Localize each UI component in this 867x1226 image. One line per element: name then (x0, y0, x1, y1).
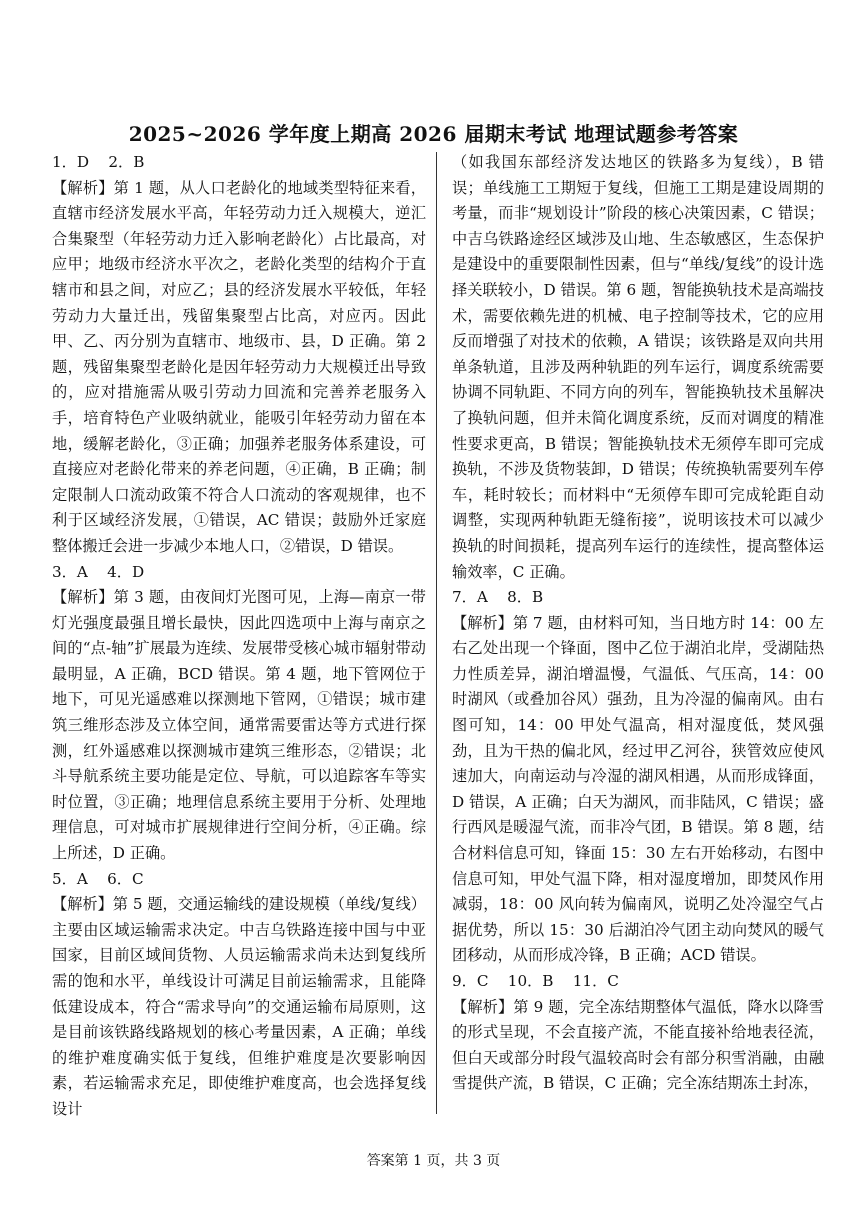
left-column (52, 150, 426, 1123)
column-divider (436, 152, 437, 1114)
explanation-paragraph: 【解析】第 3 题，由夜间灯光图可见，上海—南京一带灯光强度最强且增长最快，因此四选项中上海与南京之间的“点-轴”扩展最为连续、发展带受核心城市辐射带动最明显，A 正确，BCD 错误。第 4 题，地下管网位于地下，可见光遥感难以探测地下管网，①错误；城市建筑三维形态涉及立体空间，通常需要雷达等方式进行探测，红外遥感难以探测城市建筑三维形态，②错误；北斗导航系统主要功能是定位、导航，可以追踪客车等实时位置，③正确；地理信息系统主要用于分析、处理地理信息，可对城市扩展规律进行空间分析，④正确。综上所述，D 正确。 (52, 588, 426, 863)
answer-line: 9．C 10．B 11．C (452, 972, 619, 990)
explanation-paragraph: 【解析】第 5 题，交通运输线的建设规模（单线/复线）主要由区域运输需求决定。中吉乌铁路连接中国与中亚国家，目前区域间货物、人员运输需求尚未达到复线所需的饱和水平，单线设计可满足目前运输需求，且能降低建设成本，符合“需求导向”的交通运输布局原则，这是目前该铁路线路规划的核心考量因素，A 正确；单线的维护难度确实低于复线，但维护难度是次要影响因素，若运输需求充足，即使维护难度高，也会选择复线设计 (52, 895, 426, 1118)
page-title: 2025~2026 学年度上期高 2026 届期末考试 地理试题参考答案 (128, 122, 739, 146)
page-footer: 答案第 1 页，共 3 页 (366, 1153, 501, 1169)
explanation-paragraph: 【解析】第 9 题，完全冻结期整体气温低，降水以降雪的形式呈现，不会直接产流，不能直接补给地表径流，但白天或部分时段气温较高时会有部分积雪消融，由融雪提供产流，B 错误，C 正确；完全冻结期冻土封冻， (452, 997, 824, 1093)
answer-line: 5．A 6．C (52, 869, 144, 888)
answer-line: 7．A 8．B (452, 588, 544, 607)
answer-line: 3．A 4．D (52, 562, 145, 581)
answer-line: 1．D 2．B (52, 153, 145, 171)
right-column (452, 150, 824, 1097)
explanation-paragraph: （如我国东部经济发达地区的铁路多为复线），B 错误；单线施工工期短于复线，但施工工期是建设周期的考量，而非“规划设计”阶段的核心决策因素，C 错误；中吉乌铁路途经区域涉及山地、生态敏感区，生态保护是建设中的重要限制性因素，但与“单线/复线”的设计选择关联较小，D 错误。第 6 题，智能换轨技术是高端技术，需要依赖先进的机械、电子控制等技术，它的应用反而增强了对技术的依赖，A 错误；该铁路是双向共用单条轨道，且涉及两种轨距的列车运行，调度系统需要协调不同轨距、不同方向的列车，智能换轨技术虽解决了换轨问题，但并未简化调度系统，反而对调度的精准性要求更高，B 错误；智能换轨技术无须停车即可完成换轨，不涉及货物装卸，D 错误；传统换轨需要列车停车，耗时较长；而材料中“无须停车即可完成轮距自动调整，实现两种轨距无缝衔接”，说明该技术可以减少换轨的时间损耗，提高列车运行的连续性，提高整体运输效率，C 正确。 (452, 153, 824, 581)
explanation-paragraph: 【解析】第 1 题，从人口老龄化的地域类型特征来看，直辖市经济发展水平高，年轻劳动力迁入规模大，逆汇合集聚型（年轻劳动力迁入影响老龄化）占比最高，对应甲；地级市经济水平次之，老龄化类型的结构介于直辖市和县之间，对应乙；县的经济发展水平较低，年轻劳动力大量迁出，残留集聚型占比高，对应丙。因此甲、乙、丙分别为直辖市、地级市、县，D 正确。第 2 题，残留集聚型老龄化是因年轻劳动力大规模迁出导致的，应对措施需从吸引劳动力回流和完善养老服务入手，培育特色产业吸纳就业，能吸引年轻劳动力留在本地，缓解老龄化，③正确；加强养老服务体系建设，可直接应对老龄化带来的养老问题，④正确，B 正确；制定限制人口流动政策不符合人口流动的客观规律，也不利于区域经济发展，①错误，AC 错误；鼓励外迁家庭整体搬迁会进一步减少本地人口，②错误，D 错误。 (52, 178, 426, 555)
explanation-paragraph: 【解析】第 7 题，由材料可知，当日地方时 14：00 左右乙处出现一个锋面，图中乙位于湖泊北岸，受湖陆热力性质差异，湖泊增温慢，气温低、气压高，14：00 时湖风（或叠加谷风）强劲，且为冷湿的偏南风。由右图可知，14：00 甲处气温高，相对湿度低，焚风强劲，且为干热的偏北风，经过甲乙河谷，狭管效应使风速加大，向南运动与冷湿的湖风相遇，从而形成锋面，D 错误，A 正确；白天为湖风，而非陆风，C 错误；盛行西风是暖湿气流，而非冷气团，B 错误。第 8 题，结合材料信息可知，锋面 15：30 左右开始移动，右图中信息可知，甲处气温下降，相对湿度增加，即焚风作用减弱，18：00 风向转为偏南风，说明乙处冷湿空气占据优势，所以 15：30 后湖泊冷气团主动向焚风的暖气团移动，从而形成冷锋，B 正确；ACD 错误。 (452, 613, 824, 965)
